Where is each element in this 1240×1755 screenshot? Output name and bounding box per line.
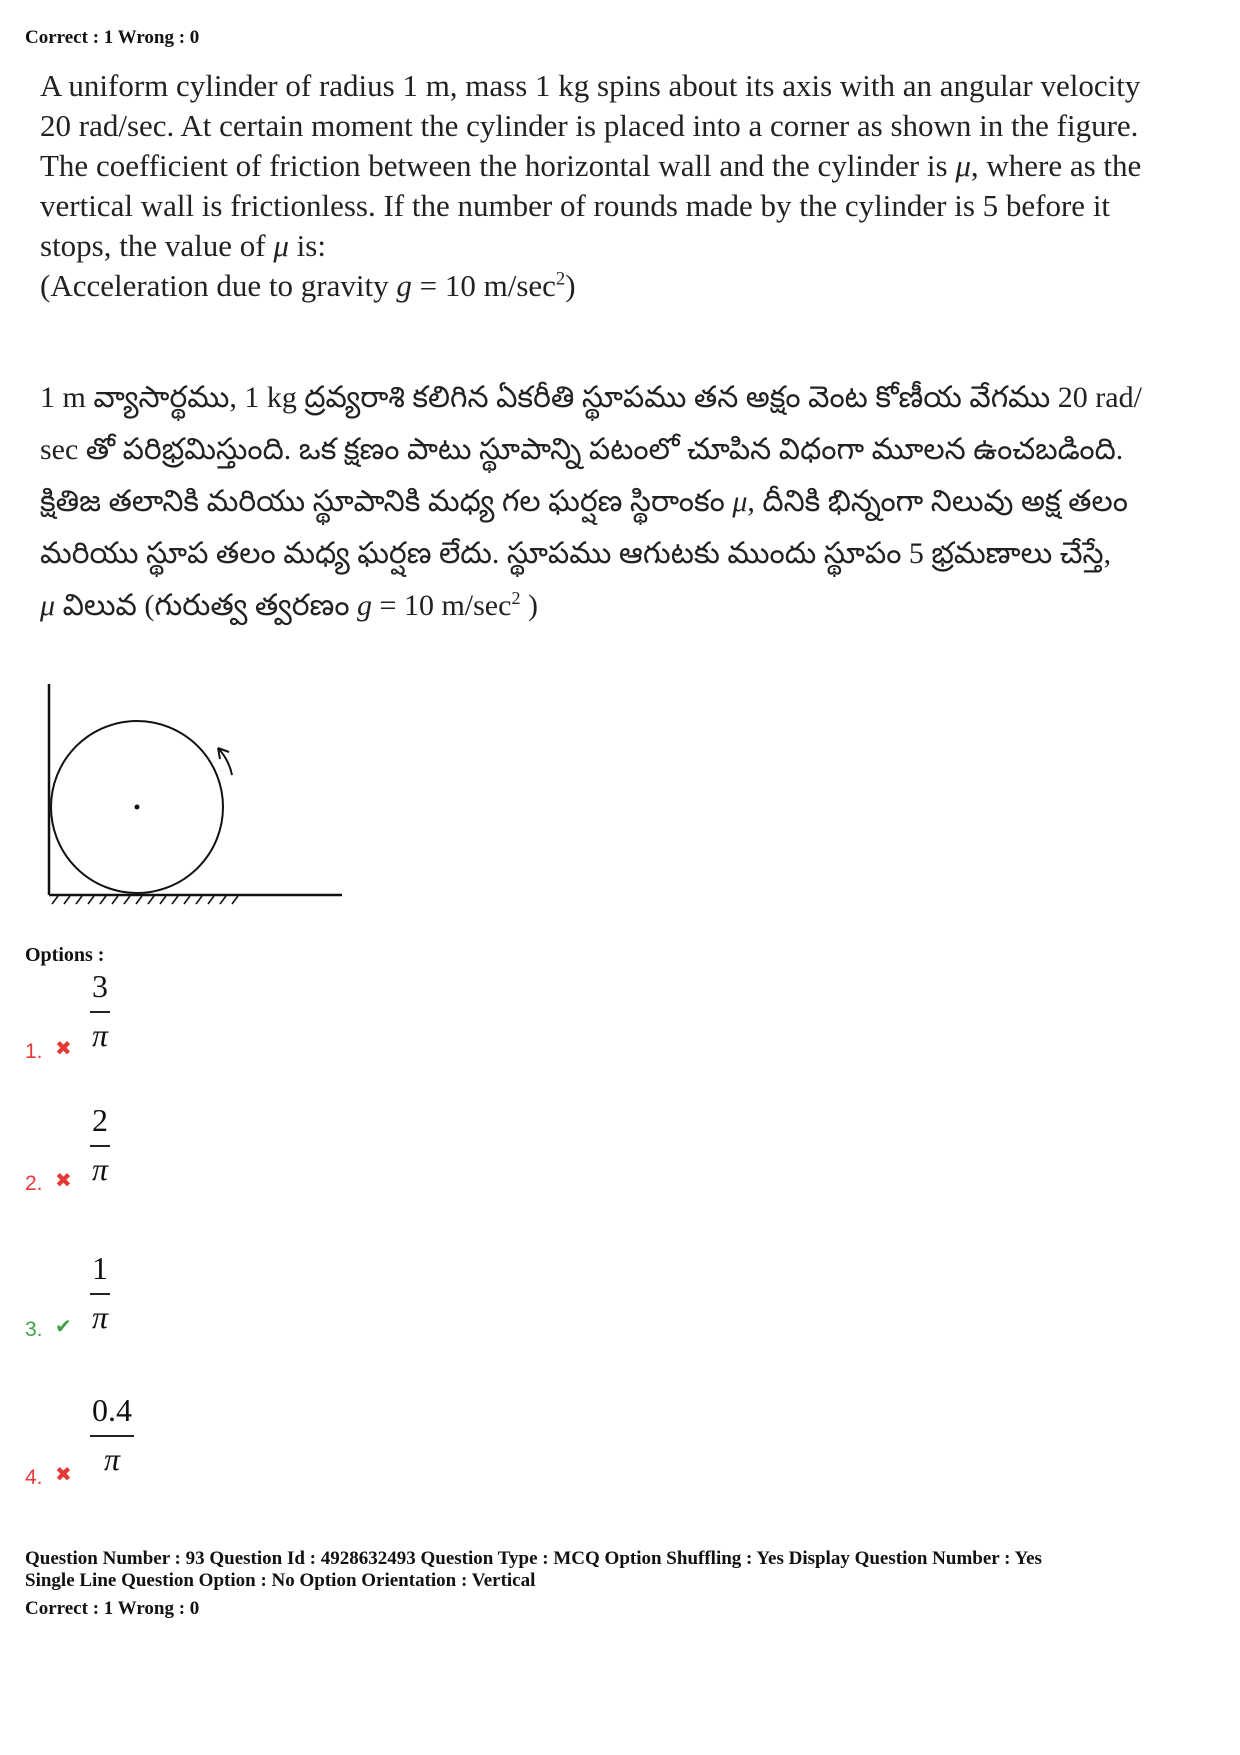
options-label: Options : (25, 944, 105, 966)
floor-hatching (52, 896, 238, 904)
question-line: మరియు స్థూప తలం మధ్య ఘర్షణ లేదు. స్థూపము ఆగుటకు ముందు స్థూపం 5 భ్రమణాలు చేస్తే, (40, 537, 1112, 570)
mu-symbol: μ (40, 589, 56, 622)
question-text-english (40, 66, 1195, 306)
question-line: 20 rad/sec. At certain moment the cylinder is placed into a corner as shown in the figure. (40, 108, 1139, 143)
option-number: 4. (25, 1466, 43, 1489)
question-line: A uniform cylinder of radius 1 m, mass 1 kg spins about its axis with an angular velocity (40, 68, 1141, 103)
option-fraction: $\frac{3}{\pi}$ (91, 968, 109, 1053)
rotation-arrow-icon (218, 748, 232, 775)
question-line: vertical wall is frictionless. If the number of rounds made by the cylinder is 5 before it (40, 188, 1111, 223)
score-summary-top: Correct : 1 Wrong : 0 (25, 27, 200, 48)
score-summary-bottom: Correct : 1 Wrong : 0 (25, 1598, 200, 1619)
metadata-line: Single Line Question Option : No Option Orientation : Vertical (25, 1570, 536, 1591)
question-line: stops, the value of μ is: (40, 228, 326, 263)
question-text-telugu (40, 372, 1195, 632)
option-fraction: $\frac{1}{\pi}$ (91, 1250, 109, 1335)
question-metadata (25, 1548, 1042, 1592)
mu-symbol: μ (732, 485, 748, 518)
option-fraction: $\frac{0.4}{\pi}$ (92, 1392, 132, 1477)
correct-check-icon: ✔ (55, 1314, 72, 1338)
gravity-note: (Acceleration due to gravity g = 10 $m/\sec^2$) (40, 268, 576, 303)
option-number: 1. (25, 1040, 43, 1063)
question-line: క్షితిజ తలానికి మరియు స్థూపానికి మధ్య గల ఘర్షణ స్థిరాంకం μ, దీనికి భిన్నంగా నిలువు అక్ష తలం (40, 485, 1128, 518)
wrong-mark-icon: ✖ (55, 1462, 72, 1486)
question-line: The coefficient of friction between the horizontal wall and the cylinder is μ, where as the (40, 148, 1142, 183)
option-3[interactable] (25, 1250, 325, 1390)
option-number: 2. (25, 1172, 43, 1195)
option-4[interactable] (25, 1392, 325, 1532)
question-line: μ విలువ (గురుత్వ త్వరణం g = 10 $m/\sec^2$ ) (40, 588, 538, 622)
option-2[interactable] (25, 1102, 325, 1242)
option-number: 3. (25, 1318, 43, 1341)
mu-symbol: μ (273, 228, 289, 263)
option-1[interactable] (25, 968, 325, 1108)
question-line: sec తో పరిభ్రమిస్తుంది. ఒక క్షణం పాటు స్థూపాన్ని పటంలో చూపిన విధంగా మూలన ఉంచబడింది. (40, 433, 1124, 466)
cylinder-center (135, 805, 140, 810)
cylinder-corner-figure (40, 680, 360, 905)
mu-symbol: μ (955, 148, 971, 183)
wrong-mark-icon: ✖ (55, 1168, 72, 1192)
option-fraction: $\frac{2}{\pi}$ (91, 1102, 109, 1187)
question-line: 1 m వ్యాసార్థము, 1 kg ద్రవ్యరాశి కలిగిన ఏకరీతి స్థూపము తన అక్షం వెంట కోణీయ వేగము 20 rad/ (40, 381, 1142, 414)
metadata-line: Question Number : 93 Question Id : 4928632493 Question Type : MCQ Option Shuffling : Yes Display Question Number : Yes (25, 1548, 1042, 1569)
wrong-mark-icon: ✖ (55, 1036, 72, 1060)
